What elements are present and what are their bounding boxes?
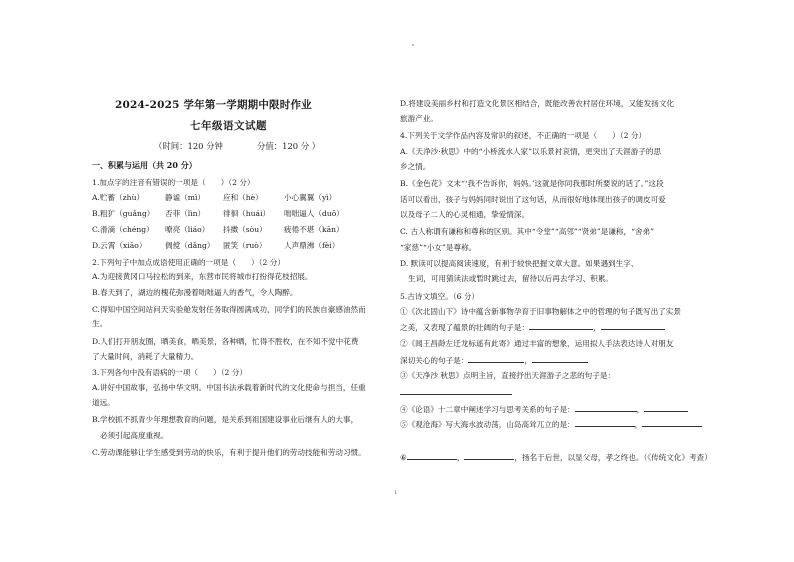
question-5-stem: 5.古诗文填空。（6 分） [400,292,480,301]
q4-option-c-cont: “家慈”“小女”是尊称。 [400,243,477,252]
section-heading: 一、积累与运用（共 20 分） [92,160,197,170]
q4-option-b-cont2: 以及母子二人的心灵相通，挚爱情深。 [400,210,530,219]
answer-blank[interactable] [575,403,637,412]
question-1-stem: 1.加点字的注音有错误的一项是（ ）（2 分） [92,178,255,187]
q3-option-d-cont: 旅游产业。 [400,114,438,123]
q1-option-a-3: 应和（hè） [223,193,263,202]
q1-option-b-4: 咄咄逼人（duō） [284,209,344,218]
q5-item-3-blank-row [400,386,512,398]
q5-item-2: ②《闻王昌龄左迁龙标遥有此寄》通过丰富的想象，运用拟人手法表达诗人对朋友 [400,339,674,348]
answer-blank[interactable] [468,354,524,363]
q5-item-6: ⑥ ， ，扬名于后世，以显父母，孝之终也。（《传统文化》考查） [400,453,712,462]
q2-option-b: B.春天到了，湖边的槐花弥漫着咄咄逼人的香气，令人陶醉。 [92,288,298,297]
q5-item-1-text: 之美，又表现了蕴景的壮阔的句子是： [400,323,530,332]
q5-item-4-text: ④《论语》十二章中阐述学习与思考关系的句子是： [400,405,575,414]
q5-item-1: ①《次北固山下》诗中蕴含新事物孕育于旧事物解体之中的哲理的句子既写出了实景 [400,307,681,316]
answer-blank[interactable] [601,321,665,330]
q5-item-1-cont: 之美，又表现了蕴景的壮阔的句子是： ， [400,321,665,333]
q3-option-b-cont: 必须引起高度重视。 [100,431,169,440]
q5-item-6-num: ⑥ [400,453,407,462]
q4-option-b-cont1: 话可以看出，孩子与妈妈同时说出了这句话，从而很好地体现出孩子的调皮可爱 [400,195,666,204]
q1-option-b-2: 否菲（lìn） [165,209,206,218]
q4-option-a-cont: 乡之情。 [400,162,431,171]
q4-option-d: D. 默读可以提高阅读速度，有利于较快把握文章大意。如果遇到生字、 [400,259,639,268]
answer-blank[interactable] [642,418,702,427]
q1-option-d-4: 人声鼎沸（fèi） [284,241,340,250]
scan-speck [412,44,414,46]
answer-blank[interactable] [575,418,635,427]
question-4-stem: 4.下列关于文学作品内容及常识的叙述，不正确的一项是（ ）（2 分） [400,131,647,140]
q5-item-5-text: ⑤《观沧海》写大海水波动荡，山岛高耸兀立的是： [400,420,575,429]
q5-item-4: ④《论语》十二章中阐述学习与思考关系的句子是： ， [400,403,688,415]
q3-option-b: B.学校抓不抓青少年理想教育的问题，是关系到祖国建设事业后继有人的大事， [92,415,359,424]
q5-item-2-text: 深切关心的句子是： [400,356,469,365]
q2-option-d: D.人们打开朋友圈，晒美食，晒美景，各种晒，忙得不胜枚，在不知不觉中花费 [92,337,359,346]
q1-option-b-3: 徘徊（huái） [223,209,271,218]
q1-option-d-2: 倜傥（dǎng） [165,241,215,250]
q1-option-a-1: A.贮蓄（zhù） [92,193,145,202]
q2-option-c: C.得知中国空间站问天实验舱发射任务取得圆满成功，同学们的民族自豪感油然而 [92,305,366,314]
exam-score: 分值：120 分 ） [257,141,321,151]
q4-option-d-cont: 生词，可用猜读法或暂时跳过去，留待以后再去学习、积累。 [408,274,614,283]
q1-option-b-1: B.粗犷（guǎng） [92,209,155,218]
answer-blank[interactable] [400,386,512,395]
q5-item-5: ⑤《观沧海》写大海水波动荡，山岛高耸兀立的是： ， [400,418,702,430]
q5-item-6-text: ，扬名于后世，以显父母，孝之终也。（《传统文化》考查） [514,453,712,462]
q3-option-d: D.将建设美丽乡村和打造文化景区相结合，既能改善农村居住环境，又能发扬文化 [400,99,675,108]
q5-item-3 [400,371,615,381]
question-3-stem: 3.下列各句中没有语病的一项（ ）（2 分） [92,368,247,377]
q3-option-a: A.讲好中国故事，弘扬中华文明。中国书法承载着新时代的文化使命与担当，任重 [92,383,366,392]
q1-option-a-2: 静谧（mì） [165,193,206,202]
q5-item-3-text: ③《天净沙 秋思》点明主旨，直接抒出天涯游子之悲的句子是： [400,371,616,380]
q3-option-c: C.劳动课能够让学生感受到劳动的快乐，有利于提升他们的劳动技能和劳动习惯。 [92,448,366,457]
q4-option-b: B.《金色花》文末“‘我不告诉你，妈妈。’这就是你同我那时所要说的话了。”这段 [400,179,664,188]
answer-blank[interactable] [407,451,457,460]
q1-option-c-3: 抖擞（sòu） [223,225,267,234]
q2-option-d-cont: 了大量时间，消耗了大量精力。 [92,352,199,361]
answer-blank[interactable] [464,451,514,460]
q1-option-c-4: 疲倦不堪（kān） [284,225,344,234]
page-number: 1 [394,490,398,496]
exam-title: 2024-2025 学年第一学期期中限时作业 [115,99,312,111]
q4-option-a: A.《天净沙·秋思》中的“小桥流水人家”以乐景衬哀情，更突出了天涯游子的思 [400,147,662,156]
q1-option-a-4: 小心翼翼（yì） [284,193,337,202]
q1-option-d-3: 匿笑（ruò） [223,241,267,250]
question-2-stem: 2.下列句子中加点成语使用正确的一项是（ ）（2 分） [92,258,285,267]
answer-blank[interactable] [532,354,588,363]
q1-option-c-1: C.滑滴（chéng） [92,225,154,234]
q5-item-2-cont: 深切关心的句子是： ， [400,354,588,366]
q3-option-a-cont: 道远。 [92,398,115,407]
exam-time: （时间：120 分钟 [154,141,223,151]
exam-subtitle: 七年级语文试题 [190,120,267,132]
q1-option-c-2: 嘹亮（liáo） [165,225,210,234]
answer-blank[interactable] [644,403,688,412]
q2-option-a: A.为迎接黄冈口马拉松的到来，东营市民将城市打扮得花枝招展。 [92,272,313,281]
q1-option-d-1: D.云霄（xiāo） [92,241,147,250]
answer-blank[interactable] [529,321,593,330]
q4-option-c: C. 古人称谓有谦称和尊称的区别。其中“令堂”“高邻”“贤弟”是谦称，“舍弟” [400,227,655,236]
q2-option-c-cont: 生。 [92,319,108,328]
